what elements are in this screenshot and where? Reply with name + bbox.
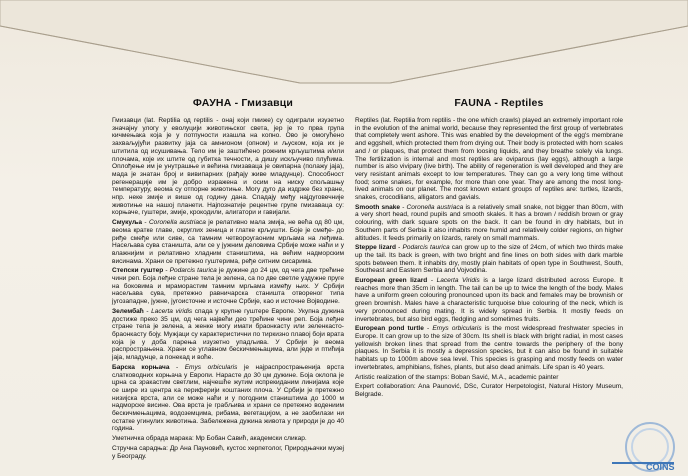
english-section-steppe-lizard: Steppe lizard - Podarcis taurica can grow up to the size of 24cm, of which two thirds make up the tail. Its back is green, with two bright and fine lines on both sides with dark marble spots between them. It inhabits dry, mostly plain habitats of open type in Southwest, South, Southeast and Eastern Serbia and Vojvodina. [355,244,623,275]
english-credit-artist: Artistic realization of the stamps: Boban Savić, M.A., academic painter [355,373,559,381]
envelope-flap [0,0,688,90]
english-credit-expert: Expert collaboration: Ana Paunović, DSc, Curator Herpetologist, Natural History Museum, Belgrade. [355,383,623,398]
english-heading: FAUNA - Reptiles [454,97,544,109]
english-column [355,97,623,401]
english-body [355,117,623,399]
serbian-section-zelembac: Зелембаћ - Lacerta viridis спада у крупне гуштере Европе. Укупна дужина достиже преко 35 цм, од чега највећи део трећине чини реп. Боја леђне стране тела је зелена, а женке могу имати браонкасту или зеленкасто-браонкасту боју. Мужјаци су карактеристични по тиркизно плавој боји врата која је у доба парења изузетно упадљива. У Србији је веома распрострањена. Храни се углавном бескичмењацима, али једе и птићија јаја, младунце, а понекад и воће. [112,307,344,362]
serbian-section-smukulja: Смукуља - Coronella austriaca је релативно мала змија, не већа од 80 цм, веома кратке главе, округлих зеница и глатке крљушти. Боје је смеђе- до риђе смеђе или сиве, са тамним четвороугаоним мрљама на леђима. Насељава сува станишта, али се у јужним деловима Србије може наћи и у влажнијим и релативно хладним стаништима, на већим надморским висинама. Храни се претежно гуштерима, ређе ситним сисарима. [112,219,344,265]
serbian-credit-artist: Уметничка обрада марака: Мр Бобан Савић, академски сликар. [112,435,307,443]
serbian-section-guster: Степски гуштер - Podarcis taurica је дужине до 24 цм, од чега две трећине чини реп. Боја леђне стране тела је зелена, са по две светле уздужне пруге на боковима и мраморастим тамним мрљама између њих. У Србији насељава сува, претежно равничарска станишта отвореног типа југозападне, јужне, југоисточне и источне Србије, као и источне Војводине. [112,267,344,306]
serbian-column [112,97,344,462]
serbian-section-kornjaca: Барска корњача - Emys orbicularis је најраспрострањенија врста слатководних корњача у Европи. Нарасте до 30 цм дужине. Боја оклопа је црна са зракастим светлим, најчешће жутим испрекиданим линијама које се шире из центра ка периферији коштаних плоча. У Србији је претежно низијска врста, али се може наћи и у погодним стаништима до 1000 м надморске висине. Ова врста је грабљива и храни се претежно водениим бескичмењацима, водоземцима, рибама, вегетацијом, а не заобилази ни остатке угинулих животиња. Забележена дужина живота у природи је до 40 година. [112,363,344,433]
english-intro: Reptiles (lat. Reptilia from reptilis - the one which crawls) played an extremely important role in the evolution of the animal world, because they represented the first group of vertebrates that completely went ashore. This was enabled by the development of the egg's membrane and eggshell, which protected them from drying out. Their body is protected with horn scales and / or plaques, that protect them from loosing liquids, and they breathe solely via lungs. The fertilization is internal and most reptiles are oviparous (lay eggs), although a large number is also vivipary (live birth). The ability of regeneration is well developed and they are very resistant animals except to low temperatures. They can go a very long time without food; some snakes, for example, for more than one year. They are among the most long-lived animals on our planet. The most known extant groups of reptiles are: turtles, lizards, snakes, crocodilians, alligators and gavials. [355,117,623,202]
serbian-credit-expert: Стручна сарадња: Др Ана Пауновић, кустос херпетолог, Природњачки музеј у Београду. [112,444,344,460]
english-section-smooth-snake: Smooth snake - Coronella austriaca is a relatively small snake, not bigger than 80cm, with a very short head, round pupils and smooth skales. It has a brown / reddish brown or gray colouring, with dark square spots on the back. It can be found in dry habitats, but in Southern parts of Serbia it also inhabits more humid and relatively colder regions, on higher altitudes. It feeds primarily on lizards, rarely on small mammals. [355,203,624,242]
serbian-intro: Гмизавци (lat. Reptilia од reptilis - онај који гмиже) су одиграли изузетно значајну улогу у еволуцији животињског света, јер је то прва група кичмењака која је у потпуности изашла на копно. Ово је омогућено захваљујући развитку јаја са амнионом (опном) и љуском, која их је штитила од исушивања. Тело им је заштићено рожним крљуштима и/или плочама, које их штите од губитка течности, а дишу искључиво плућима. Оплођење им је унутрашње и већина гмизаваца је овипарна (полажу јаја), мада је знатан број и вивипарних (рађају живе младунце). Способност регенерације им је добро изражена и осим на ниску спољашњу температуру, веома су отпорне животиње. Могу дуго да издрже без хране, нпр. неке змије и више од годину дана. Спадају међу најдуговечније животиње на нашој планети. Најпознатије рецентне групе гмизаваца су: корњаче, гуштери, змије, крокодили, алигатори и гавијали. [112,117,344,217]
english-section-pond-turtle: European pond turtle - Emys orbicularis is the most widespread freshwater species in Europe. It can grow up to the size of 30cm. Its shell is black with bright radial, in most cases yellowish broken lines that spread from the centre towards the periphery of the bony plaques. In Serbia it is mostly a depression species, but it can also be found in suitable habitats up to 1000m above sea level. This species is grasping and mostly feeds on water invertebrates, amphibians, fishes, plants, but also dead animals. Life span is 40 years. [355,325,623,371]
english-section-green-lizard: European green lizard - Lacerta Viridis is a large lizard distributed across Europe. It reaches more than 35cm in length. The tail can be up to twice the length of the body. Males have a uniform green colouring pronounced upon its back and females may be brownish or green brownish. Males have a characteristic turquoise blue colouring of the neck, which is very pronounced during mating. It is widely spread in Serbia. It mostly feeds on invertebrates, but also bird eggs, fledgling and sometimes fruits. [355,277,623,323]
watermark-text: COINS [646,462,675,472]
serbian-body [112,117,344,460]
serbian-heading: ФАУНА - Гмизавци [192,97,294,109]
